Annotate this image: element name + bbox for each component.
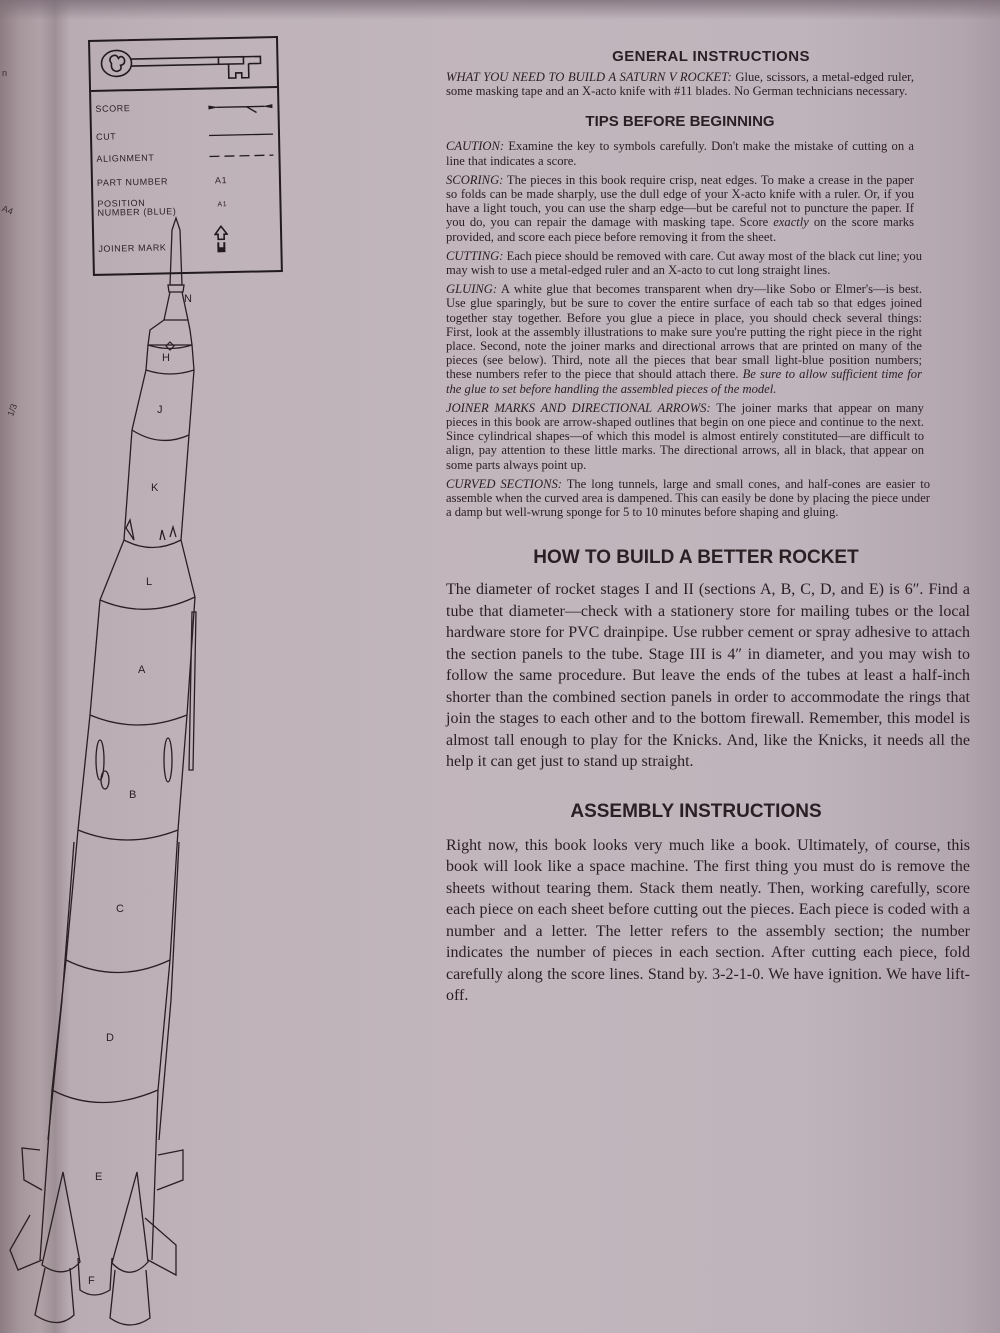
paragraph-scoring: SCORING: The pieces in this book require crisp, neat edges. To make a crease in the paper so folds can be made sharply, use the dull edge of your X-acto knife with a ruler. Or, if you have a light touch, you can use the sharp edge—but be careful not to puncture the paper. If you do, you can repair the damage with masking tape. Score exactly on the score marks provided, and score each piece before removing it from the sheet. bbox=[446, 172, 915, 244]
paragraph-better-rocket: The diameter of rocket stages I and II (sections A, B, C, D, and E) is 6″. Find a tube that diameter—check with a stationery store for mailing tubes or the local hardware store for PVC drainpipe. Use rubber cement or spray adhesive to attach the section panels to the tube. Stage III is 4″ in diameter, and you may wish to follow the same procedure. But leave the ends of the tubes at least a half-inch shorter than the combined section panels in order to accommodate the rings that join the stages to each other and to the bottom firewall. Remember, this model is almost tall enough to play for the Knicks. And, like the Knicks, it needs all the help it can get just to stand up straight. bbox=[446, 581, 970, 771]
paragraph-what-you-need: WHAT YOU NEED TO BUILD A SATURN V ROCKET: Glue, scissors, a metal-edged ruler, some masking tape and an X-acto knife with #11 blades. No German technicians necessary. bbox=[446, 70, 915, 99]
position-number-example: A1 bbox=[217, 201, 228, 209]
key-row-position-number: POSITION NUMBER (BLUE) A1 bbox=[97, 197, 228, 218]
paragraph-joiner-marks: JOINER MARKS AND DIRECTIONAL ARROWS: The joiner marks that appear on many pieces in this book are arrow-shaped outlines that begin on one piece and continue to the next. Since cylindrical shapes—of which this model is almost entirely constituted—are difficult to align, pay attention to these little marks. The directional arrows, all in black, that appear on some parts always point up. bbox=[446, 400, 924, 472]
section-label-h: H bbox=[162, 352, 170, 364]
score-line-icon bbox=[206, 100, 274, 115]
section-label-l: L bbox=[146, 576, 153, 588]
symbol-key-box bbox=[88, 36, 283, 276]
section-label-d: D bbox=[106, 1032, 114, 1044]
key-row-alignment: ALIGNMENT bbox=[92, 148, 278, 170]
section-label-e: E bbox=[95, 1171, 103, 1183]
edge-mark: 1/3 bbox=[5, 402, 20, 418]
key-row-part-number: PART NUMBER A1 bbox=[96, 175, 228, 188]
section-label-a: A bbox=[138, 664, 146, 676]
heading-general-instructions: GENERAL INSTRUCTIONS bbox=[612, 48, 810, 65]
paragraph-gluing: GLUING: A white glue that becomes transparent when dry—like Sobo or Elmer's—is best. Use glue sparingly, but be sure to cover the entire surface of each tab so that edges joined together stay together. Before you glue a piece in place, you should check several things: First, look at the assembly illustrations to make sure you're putting the right piece in the right place. Second, note the joiner marks and directional arrows that are printed on many of the pieces (see below). Third, note all the pieces that bear small light-blue position numbers; these numbers refer to the piece that should attach there. Be sure to allow sufficient time for the glue to set before handling the assembled pieces of the model. bbox=[446, 282, 922, 396]
heading-tips-before-beginning: TIPS BEFORE BEGINNING bbox=[585, 113, 775, 131]
heading-assembly-instructions: ASSEMBLY INSTRUCTIONS bbox=[570, 800, 822, 822]
paragraph-curved-sections: CURVED SECTIONS: The long tunnels, large and small cones, and half-cones are easier to assemble when the curved area is dampened. This can easily be done by placing the piece under a damp but well-wrung sponge for 5 to 10 minutes before shaping and gluing. bbox=[446, 476, 930, 520]
key-row-cut: CUT bbox=[92, 126, 278, 148]
edge-mark: A4 bbox=[0, 203, 15, 217]
alignment-line-icon bbox=[207, 150, 275, 165]
key-row-joiner-mark: JOINER MARK bbox=[94, 238, 280, 260]
section-label-k: K bbox=[151, 482, 159, 494]
section-label-n: N bbox=[184, 293, 192, 305]
paragraph-caution: CAUTION: Examine the key to symbols carefully. Don't make the mistake of cutting on a line that indicates a score. bbox=[446, 139, 914, 168]
key-header bbox=[90, 38, 277, 92]
joiner-arrow-icon bbox=[214, 225, 229, 253]
edge-mark: n bbox=[2, 68, 8, 78]
instructions-column bbox=[446, 48, 976, 1007]
section-label-c: C bbox=[116, 903, 124, 915]
paragraph-assembly: Right now, this book looks very much like a book. Ultimately, of course, this book will look like a space machine. The first thing you must do is remove the sheets without tearing them. Stack them neatly. Then, working carefully, score each piece on each sheet before cutting out the pieces. Each piece is coded with a number and a letter. The letter refers to the assembly section; the number indicates the number of pieces in each section. After cutting each piece, fold carefully along the score lines. Stand by. 3-2-1-0. We have ignition. We have lift-off. bbox=[446, 836, 970, 1005]
section-label-j: J bbox=[157, 404, 163, 416]
part-number-example: A1 bbox=[214, 175, 228, 186]
heading-how-to-build-better-rocket: HOW TO BUILD A BETTER ROCKET bbox=[533, 547, 859, 569]
paragraph-cutting: CUTTING: Each piece should be removed with care. Cut away most of the black cut line; you may wish to use a metal-edged ruler and an X-acto to cut long straight lines. bbox=[446, 248, 922, 278]
cut-line-icon bbox=[207, 128, 275, 143]
section-label-b: B bbox=[129, 789, 137, 801]
skeleton-key-icon bbox=[98, 44, 269, 84]
section-label-f: F bbox=[88, 1275, 95, 1287]
key-row-score: SCORE bbox=[91, 98, 277, 120]
